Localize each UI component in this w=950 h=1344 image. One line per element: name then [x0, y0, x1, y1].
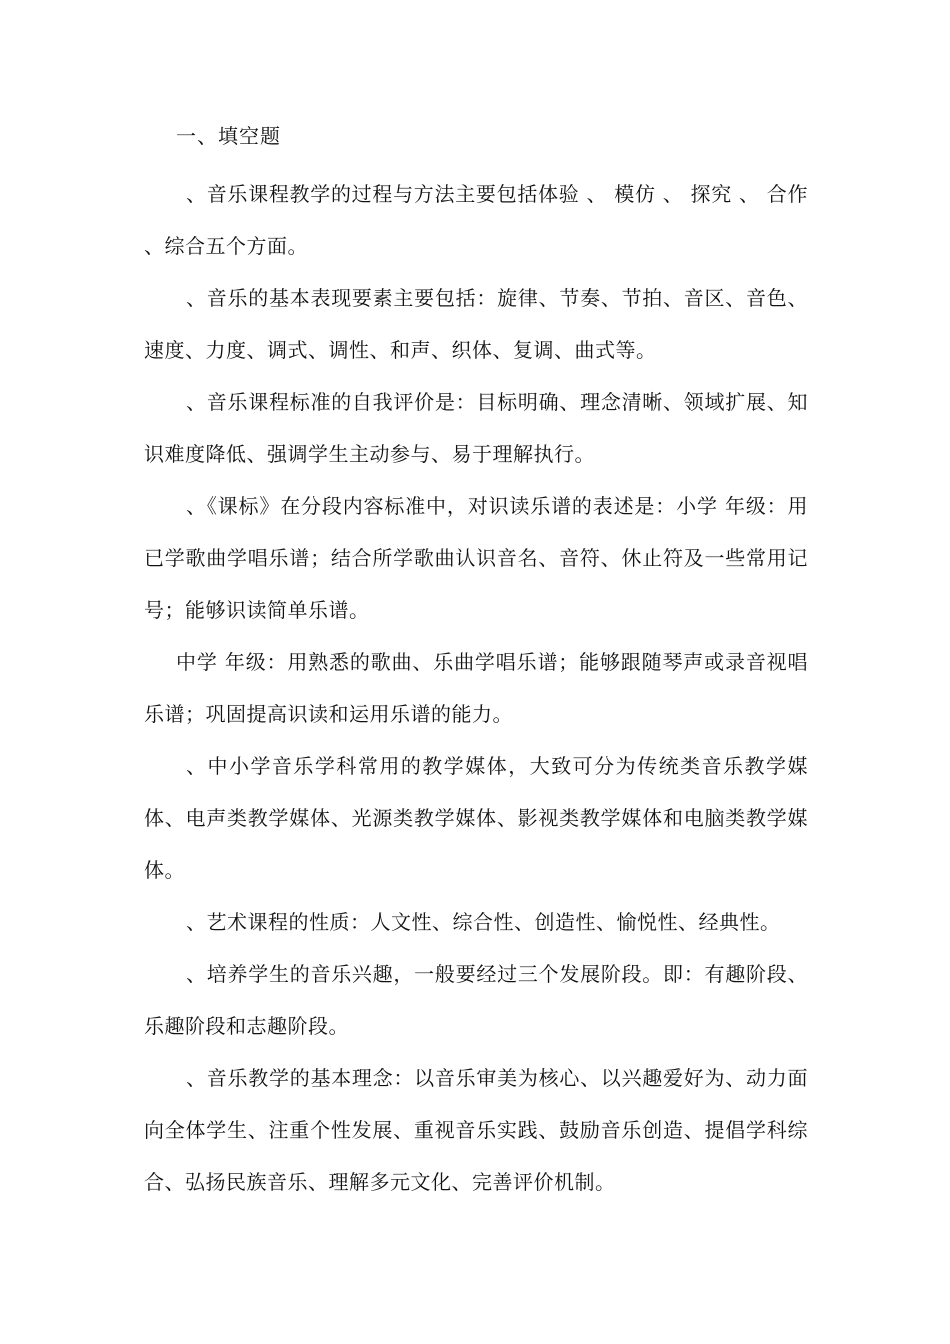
fill-item-4: 、《课标》在分段内容标准中，对识读乐谱的表述是：小学 年级：用已学歌曲学唱乐谱；结合所学歌曲认识音名、音符、休止符及一些常用记号；能够识读简单乐谱。: [144, 494, 808, 622]
fill-item-1: 、音乐课程教学的过程与方法主要包括体验 、 模仿 、 探究 、 合作 、综合五个方面。: [144, 182, 808, 258]
fill-item-6: 、艺术课程的性质：人文性、综合性、创造性、愉悦性、经典性。: [186, 910, 781, 934]
fill-item-4-continued: 中学 年级：用熟悉的歌曲、乐曲学唱乐谱；能够跟随琴声或录音视唱乐谱；巩固提高识读和运用乐谱的能力。: [144, 650, 808, 726]
section-heading: 一、填空题: [176, 124, 281, 148]
fill-item-3: 、音乐课程标准的自我评价是：目标明确、理念清晰、领域扩展、知识难度降低、强调学生主动参与、易于理解执行。: [144, 390, 808, 466]
fill-item-5: 、中小学音乐学科常用的教学媒体，大致可分为传统类音乐教学媒体、电声类教学媒体、光源类教学媒体、影视类教学媒体和电脑类教学媒体。: [144, 754, 808, 882]
fill-item-2: 、音乐的基本表现要素主要包括：旋律、节奏、节拍、音区、音色、速度、力度、调式、调性、和声、织体、复调、曲式等。: [144, 286, 808, 362]
fill-item-8: 、音乐教学的基本理念：以音乐审美为核心、以兴趣爱好为、动力面向全体学生、注重个性发展、重视音乐实践、鼓励音乐创造、提倡学科综合、弘扬民族音乐、理解多元文化、完善评价机制。: [144, 1066, 808, 1194]
fill-item-7: 、培养学生的音乐兴趣，一般要经过三个发展阶段。即：有趣阶段、乐趣阶段和志趣阶段。: [144, 962, 808, 1038]
